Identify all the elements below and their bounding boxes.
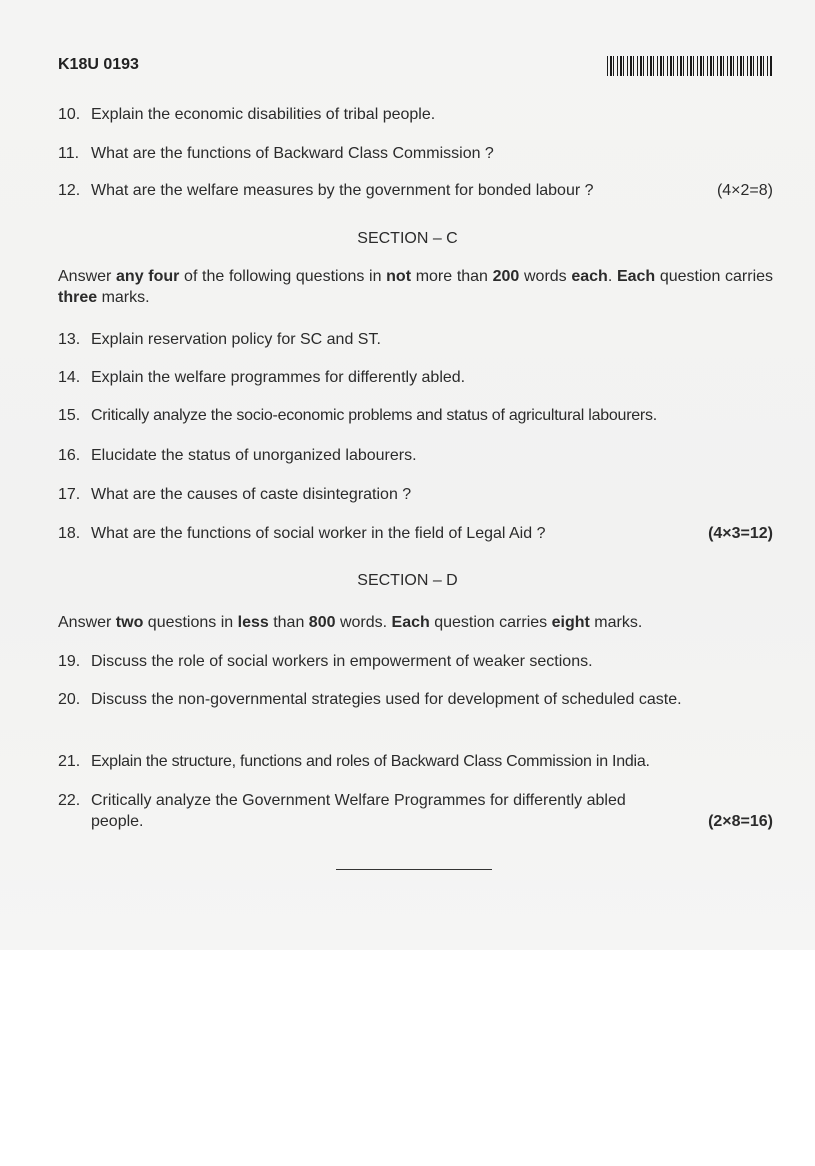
question-15 (58, 405, 773, 427)
question-text: Discuss the non-governmental strategies used for development of scheduled caste. (91, 691, 682, 708)
question-number: 11. (58, 145, 80, 162)
question-number: 21. (58, 753, 81, 770)
barcode-icon (607, 56, 773, 76)
question-text: Discuss the role of social workers in empowerment of weaker sections. (91, 653, 593, 670)
question-21 (58, 751, 773, 773)
question-number: 16. (58, 447, 81, 464)
question-13 (58, 329, 773, 351)
question-number: 13. (58, 331, 81, 348)
question-18 (58, 523, 773, 545)
paper-code: K18U 0193 (58, 56, 139, 73)
question-text: What are the causes of caste disintegration ? (91, 486, 412, 503)
question-text: Critically analyze the socio-economic problems and status of agricultural labourers. (91, 407, 657, 424)
end-rule (336, 869, 492, 870)
question-20 (58, 689, 773, 733)
question-number: 19. (58, 653, 81, 670)
question-number: 17. (58, 486, 81, 503)
question-text: What are the welfare measures by the government for bonded labour ? (91, 182, 594, 199)
question-text: Explain reservation policy for SC and ST. (91, 331, 381, 348)
question-16 (58, 445, 773, 467)
question-text: Elucidate the status of unorganized labourers. (91, 447, 417, 464)
marks-allocation: (2×8=16) (708, 813, 773, 830)
question-number: 10. (58, 106, 81, 123)
question-14 (58, 367, 773, 389)
question-number: 22. (58, 792, 81, 809)
question-text: Explain the welfare programmes for differently abled. (91, 369, 466, 386)
marks-allocation: (4×3=12) (708, 525, 773, 542)
marks-allocation: (4×2=8) (716, 182, 773, 199)
question-text: Critically analyze the Government Welfare Programmes for differently abled people. (91, 792, 626, 830)
question-10 (58, 104, 773, 126)
question-text: Explain the economic disabilities of tribal people. (91, 106, 436, 123)
section-c-instructions: Answer any four of the following questions in not more than 200 words each. Each question carries three marks. (58, 268, 774, 306)
question-12 (58, 180, 773, 202)
section-c-title: SECTION – C (357, 230, 458, 247)
question-text: What are the functions of Backward Class Commission ? (91, 145, 494, 162)
question-number: 12. (58, 182, 81, 199)
question-19 (58, 651, 773, 673)
question-17 (58, 484, 773, 506)
question-number: 18. (58, 525, 81, 542)
question-number: 14. (58, 369, 81, 386)
question-number: 20. (58, 691, 81, 708)
question-number: 15. (58, 407, 81, 424)
section-d-instructions: Answer two questions in less than 800 words. Each question carries eight marks. (58, 614, 643, 631)
question-text: What are the functions of social worker in the field of Legal Aid ? (91, 525, 546, 542)
question-22 (58, 790, 773, 834)
question-11 (58, 143, 773, 165)
section-d-title: SECTION – D (357, 572, 458, 589)
page-header (58, 56, 773, 78)
question-text: Explain the structure, functions and roles of Backward Class Commission in India. (91, 753, 650, 770)
